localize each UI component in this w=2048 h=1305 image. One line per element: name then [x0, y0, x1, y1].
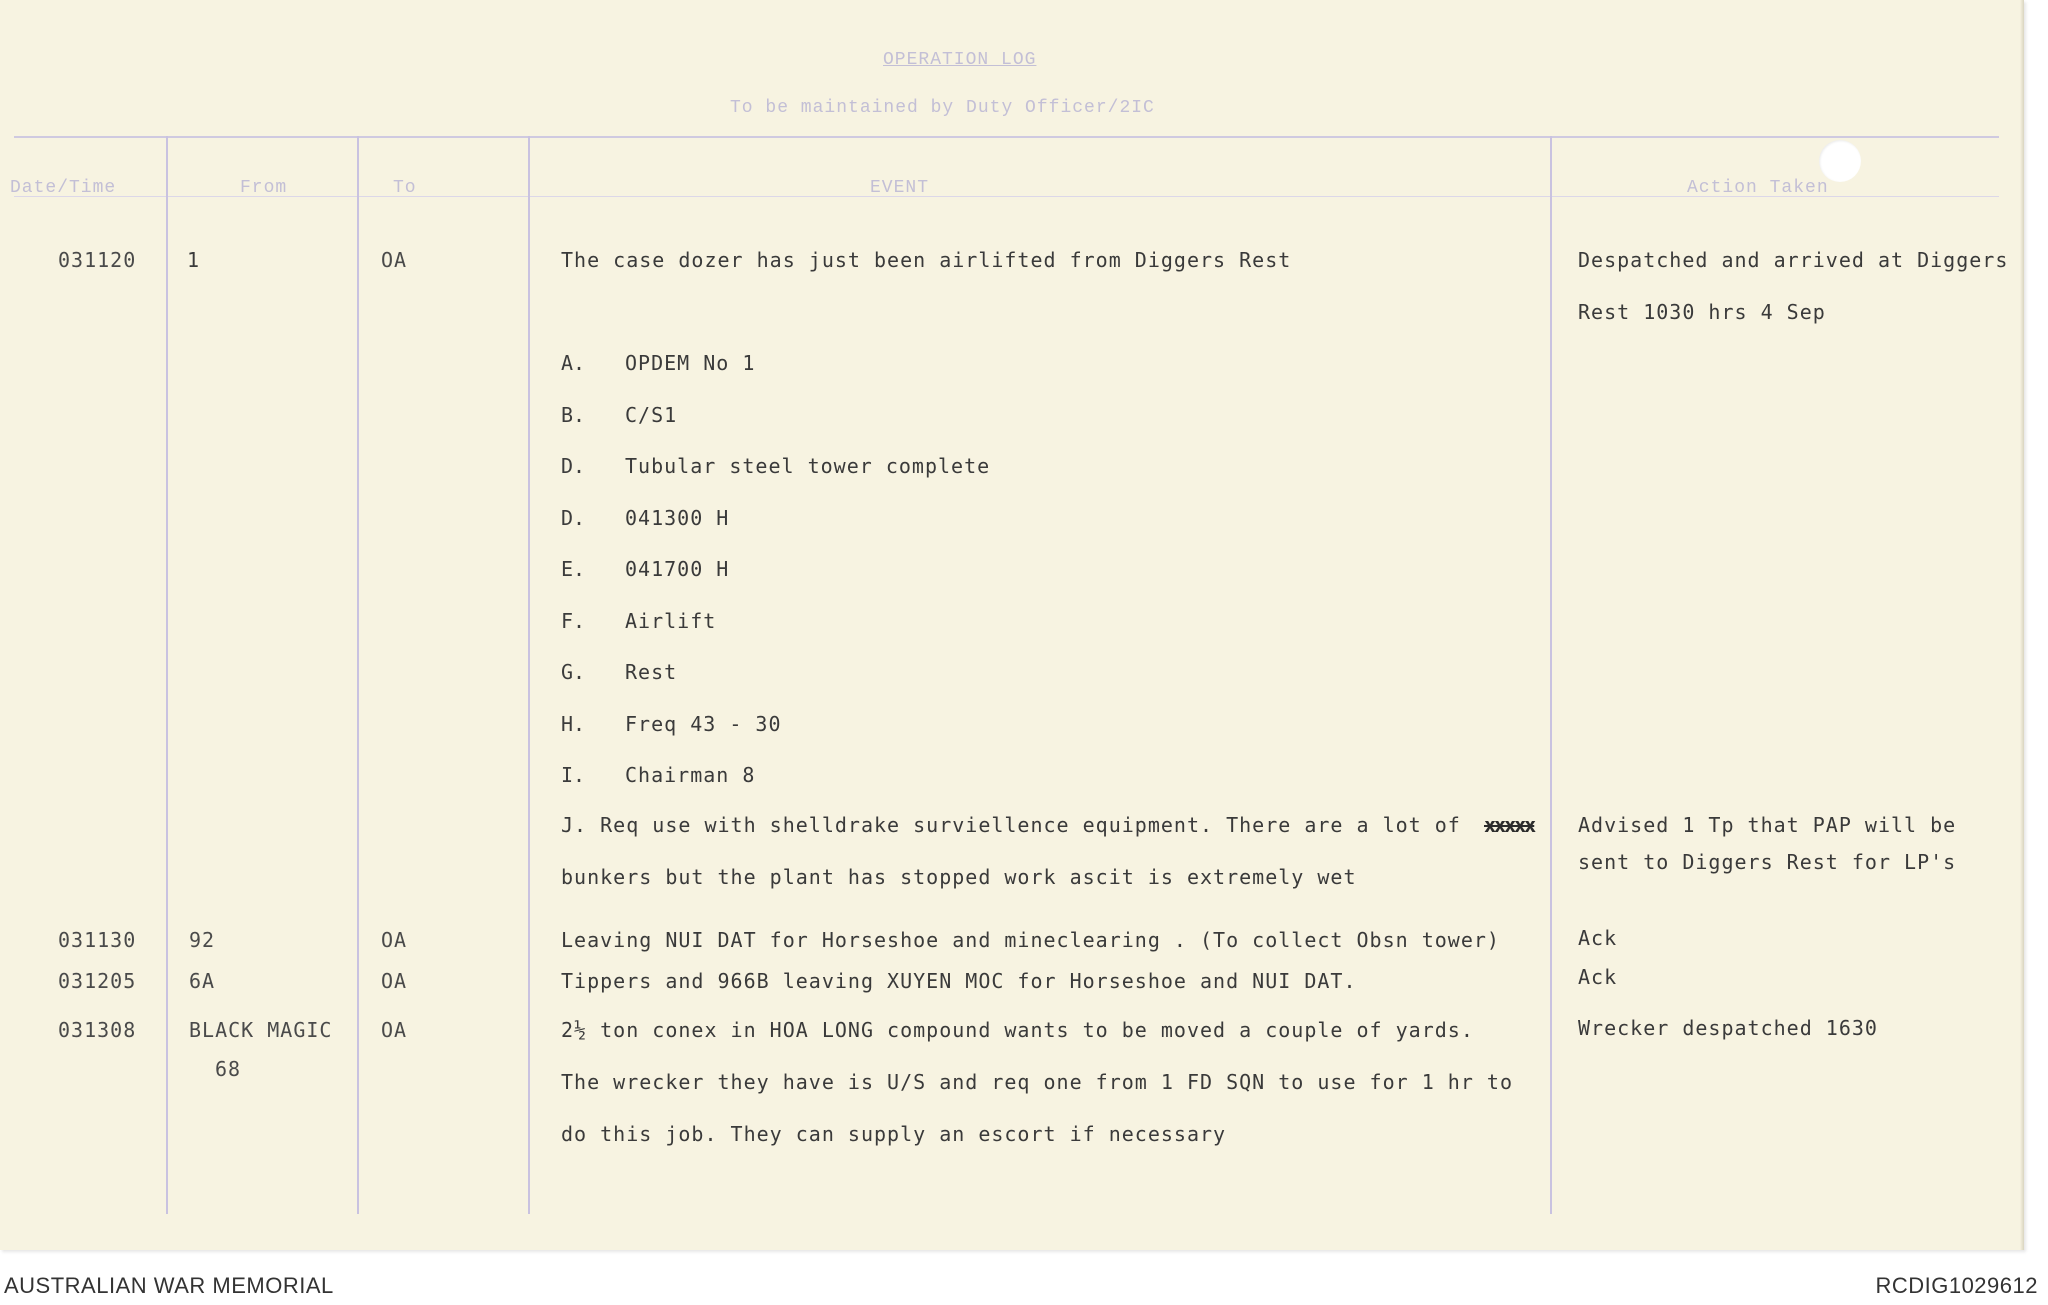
entry-2-event: Leaving NUI DAT for Horseshoe and mineclearing . (To collect Obsn tower) [561, 928, 1500, 952]
entry-1-to: OA [381, 248, 408, 272]
item-text: Chairman 8 [625, 763, 756, 787]
col-header-from: From [240, 178, 288, 198]
footer-record-id: RCDIG1029612 [1875, 1273, 2038, 1298]
entry-3-datetime: 031205 [58, 969, 137, 993]
item-letter: B. [561, 403, 586, 427]
form-subtitle: To be maintained by Duty Officer/2IC [730, 98, 1155, 118]
entry-3-to: OA [381, 969, 408, 993]
item-text: OPDEM No 1 [625, 351, 756, 375]
col-header-to: To [393, 178, 417, 198]
entry-1-action-line-2: Rest 1030 hrs 4 Sep [1578, 300, 1826, 324]
item-letter: D. [561, 454, 586, 478]
entry-1-struck-text: xxxxx [1484, 813, 1535, 837]
column-divider-1 [166, 136, 168, 1214]
entry-1-item-j-line-1: J. Req use with shelldrake surviellence equipment. There are a lot of [561, 813, 1461, 837]
entry-1-action-line-1: Despatched and arrived at Diggers [1578, 248, 2009, 272]
entry-3-event: Tippers and 966B leaving XUYEN MOC for Horseshoe and NUI DAT. [561, 969, 1357, 993]
col-header-event: EVENT [870, 178, 930, 198]
item-text: Freq 43 - 30 [625, 712, 782, 736]
item-letter: A. [561, 351, 586, 375]
item-text: C/S1 [625, 403, 678, 427]
column-divider-2 [357, 136, 359, 1214]
paper-edge [2020, 0, 2024, 1250]
entry-4-to: OA [381, 1018, 408, 1042]
entry-4-event-line-1: 2½ ton conex in HOA LONG compound wants to be moved a couple of yards. [561, 1018, 1474, 1042]
item-text: Airlift [625, 609, 717, 633]
item-letter: I. [561, 763, 586, 787]
punch-hole [1819, 140, 1861, 182]
item-text: 041700 H [625, 557, 730, 581]
entry-1-event-intro: The case dozer has just been airlifted from Diggers Rest [561, 248, 1292, 272]
entry-1-action2-line-2: sent to Diggers Rest for LP's [1578, 850, 1957, 874]
column-divider-4 [1550, 136, 1552, 1214]
entry-4-event-line-2: The wrecker they have is U/S and req one from 1 FD SQN to use for 1 hr to [561, 1070, 1513, 1094]
entry-2-to: OA [381, 928, 408, 952]
entry-1-item-j-line-2: bunkers but the plant has stopped work ascit is extremely wet [561, 865, 1357, 889]
col-header-action: Action Taken [1687, 178, 1829, 198]
entry-1-from: 1 [187, 248, 201, 272]
item-letter: G. [561, 660, 586, 684]
entry-2-action: Ack [1578, 926, 1618, 950]
entry-3-from: 6A [189, 969, 216, 993]
entry-4-from-line-2: 68 [215, 1057, 242, 1081]
item-text: Tubular steel tower complete [625, 454, 991, 478]
item-letter: D. [561, 506, 586, 530]
item-text: 041300 H [625, 506, 730, 530]
entry-2-from: 92 [189, 928, 216, 952]
entry-2-datetime: 031130 [58, 928, 137, 952]
footer-source: AUSTRALIAN WAR MEMORIAL [4, 1273, 334, 1298]
entry-4-event-line-3: do this job. They can supply an escort if necessary [561, 1122, 1227, 1146]
entry-3-action: Ack [1578, 965, 1618, 989]
entry-4-action: Wrecker despatched 1630 [1578, 1016, 1878, 1040]
column-divider-3 [528, 136, 530, 1214]
col-header-datetime: Date/Time [10, 178, 117, 198]
entry-1-action2-line-1: Advised 1 Tp that PAP will be [1578, 813, 1957, 837]
entry-4-datetime: 031308 [58, 1018, 137, 1042]
header-top-rule [14, 136, 1999, 138]
item-letter: H. [561, 712, 586, 736]
form-title: OPERATION LOG [883, 50, 1037, 70]
entry-4-from-line-1: BLACK MAGIC [189, 1018, 333, 1042]
item-letter: F. [561, 609, 586, 633]
item-letter: E. [561, 557, 586, 581]
item-text: Rest [625, 660, 678, 684]
entry-1-datetime: 031120 [58, 248, 137, 272]
